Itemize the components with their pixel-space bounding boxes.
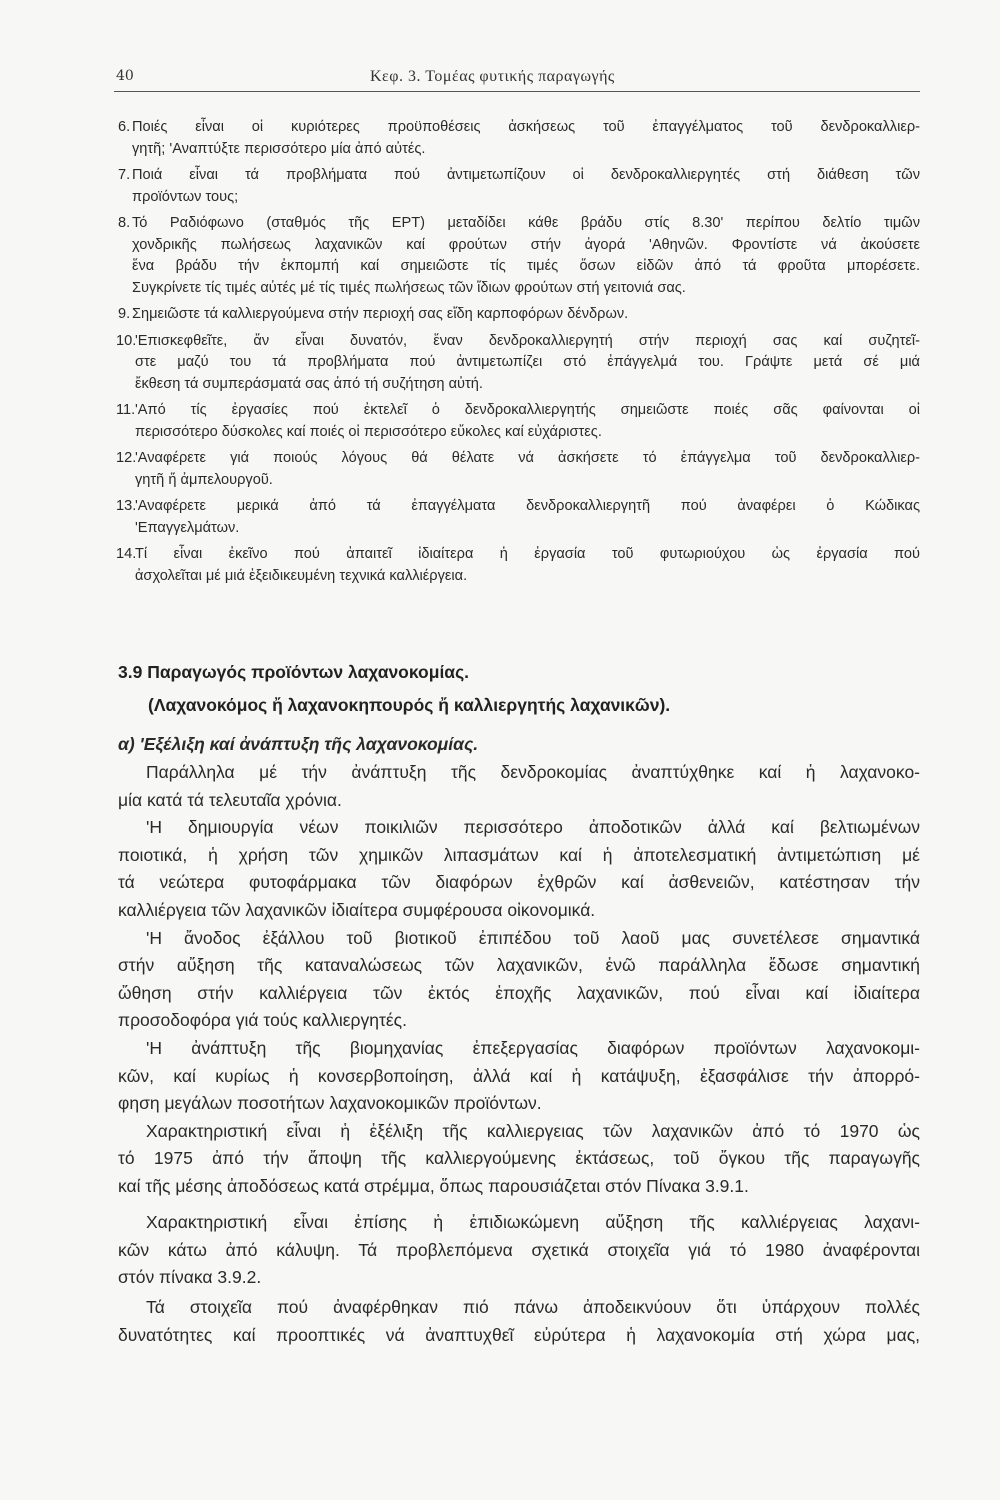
page-number: 40 [116,68,134,84]
question-item [118,544,920,587]
question-line: γητῆ; 'Αναπτύξτε περισσότερο μία ἀπό αὐτές. [132,140,426,157]
question-item [118,117,920,160]
paragraph-line: 'Η δημιουργία νέων ποικιλιῶν περισσότερο ἀποδοτικῶν ἀλλά καί βελτιωμένων [146,817,920,838]
body-paragraph-b [118,1209,920,1292]
paragraph-line: φηση μεγάλων ποσοτήτων λαχανοκομικῶν προϊόντων. [118,1093,542,1114]
paragraph-line: κῶν, καί κυρίως ἡ κονσερβοποίηση, ἀλλά καί ἡ κατάψυξη, ἐξασφάλισε τήν ἀπορρό- [118,1065,920,1086]
paragraph-line: μία κατά τά τελευταῖα χρόνια. [118,789,342,810]
section-title: 3.9 Παραγωγός προϊόντων λαχανοκομίας. [118,662,470,682]
subsection-title: α) 'Εξέλιξη καί ἀνάπτυξη τῆς λαχανοκομίας. [118,734,479,754]
question-item [118,304,920,326]
question-line: Σημειῶστε τά καλλιεργούμενα στήν περιοχή σας εἴδη καρποφόρων δένδρων. [132,306,629,322]
paragraph-line: Χαρακτηριστική εἶναι ἐπίσης ἡ ἐπιδιωκώμενη αὔξηση τῆς καλλιέργειας λαχανι- [146,1212,920,1232]
body-paragraph-c [118,1294,920,1349]
question-line: 'Αναφέρετε γιά ποιούς λόγους θά θέλατε νά ἀσκήσετε τό ἐπάγγελμα τοῦ δενδροκαλλιερ- [135,450,920,466]
question-item [118,165,920,208]
body-paragraphs [118,759,920,1201]
question-line: προϊόντων τους; [132,188,239,205]
question-number: 6. [118,119,131,135]
question-line: 'Επαγγελμάτων. [135,519,240,536]
paragraph-line: ποιοτικά, ἡ χρήση τῶν χημικῶν λιπασμάτων καί ἡ ἀποτελεσματική ἀντιμετώπιση μέ [118,844,920,865]
paragraph [118,1035,920,1118]
paragraph-line: 'Η ἄνοδος ἐξάλλου τοῦ βιοτικοῦ ἐπιπέδου τοῦ λαοῦ μας συνετέλεσε σημαντικά [146,927,920,948]
question-number: 11. [116,402,136,418]
question-line: χονδρικῆς πωλήσεως λαχανικῶν καί φρούτων στήν ἀγορά 'Αθηνῶν. Φροντίστε νά ἀκούσετε [132,236,920,253]
paragraph [118,1209,920,1292]
running-title: Κεφ. 3. Τομέας φυτικής παραγωγής [370,68,615,85]
question-number: 13. [116,498,137,514]
paragraph-line: 'Η ἀνάπτυξη τῆς βιομηχανίας ἐπεξεργασίας διαφόρων προϊόντων λαχανοκομι- [146,1037,920,1058]
question-number: 8. [118,215,131,231]
question-item [118,448,920,491]
question-number: 7. [118,167,131,183]
paragraph-line: δυνατότητες καί προοπτικές νά ἀναπτυχθεῖ εὐρύτερα ἡ λαχανοκομία στή χώρα μας, [118,1324,920,1345]
question-line: περισσότερο δύσκολες καί ποιές οἱ περισσότερο εὔκολες καί εὐχάριστες. [135,423,602,440]
paragraph-line: καλλιέργεια τῶν λαχανικῶν ἰδιαίτερα συμφέρουσα οἰκονομικά. [118,899,596,920]
question-line: Τί εἶναι ἐκεῖνο πού ἀπαιτεῖ ἰδιαίτερα ἡ ἐργασία τοῦ φυτωριούχου ὡς ἐργασία πού [135,546,920,562]
section-heading [118,656,920,758]
header-rule [114,91,920,92]
question-line: 'Από τίς ἐργασίες πού ἐκτελεῖ ὁ δενδροκαλλιεργητής σημειῶστε ποιές σᾶς φαίνονται οἱ [135,402,920,418]
paragraph-line: Χαρακτηριστική εἶναι ἡ ἐξέλιξη τῆς καλλιεργειας τῶν λαχανικῶν ἀπό τό 1970 ὡς [146,1120,920,1141]
question-item [118,331,920,396]
paragraph-line: τά νεώτερα φυτοφάρμακα τῶν διαφόρων ἐχθρῶν καί ἀσθενειῶν, κατέστησαν τήν [118,872,920,893]
paragraph-line: καί τῆς μέσης ἀποδόσεως κατά στρέμμα, ὅπως παρουσιάζεται στόν Πίνακα 3.9.1. [118,1175,749,1196]
question-item [118,400,920,443]
question-item [118,213,920,299]
paragraph [118,925,920,1035]
question-line: ἔκθεση τά συμπεράσματά σας ἀπό τή συζήτηση αὐτή. [135,375,483,392]
paragraph-line: στόν πίνακα 3.9.2. [118,1267,262,1288]
question-line: Ποιά εἶναι τά προβλήματα πού ἀντιμετωπίζουν οἱ δενδροκαλλιεργητές στή διάθεση τῶν [132,167,920,183]
section-subtitle: (Λαχανοκόμος ἤ λαχανοκηπουρός ἤ καλλιεργητής λαχανικῶν). [148,695,671,715]
paragraph-line: προσοδοφόρα γιά τούς καλλιεργητές. [118,1010,407,1031]
question-line: ἀσχολεῖται μέ μιά ἐξειδικευμένη τεχνικά καλλιέργεια. [135,567,468,584]
question-number: 12. [116,450,137,466]
paragraph [118,1294,920,1349]
question-line: γητῆ ἤ ἀμπελουργοῦ. [135,471,273,488]
paragraph-line: τό 1975 ἀπό τήν ἄποψη τῆς καλλιεργούμενης ἐκτάσεως, τοῦ ὄγκου τῆς παραγωγῆς [118,1148,920,1169]
paragraph-line: Τά στοιχεῖα πού ἀναφέρθηκαν πιό πάνω ἀποδεικνύουν ὅτι ὑπάρχουν πολλές [146,1297,920,1317]
question-number: 10. [116,332,137,349]
question-item [118,496,920,539]
question-number: 9. [118,306,131,322]
question-line: 'Επισκεφθεῖτε, ἄν εἶναι δυνατόν, ἕναν δενδροκαλλιεργητή στήν περιοχή σας καί συζητεῖ- [135,332,920,349]
paragraph [118,1118,920,1201]
paragraph-line: κῶν κάτω ἀπό κάλυψη. Τά προβλεπόμενα σχετικά στοιχεῖα γιά τό 1980 ἀναφέρονται [118,1239,920,1260]
question-line: 'Αναφέρετε μερικά ἀπό τά ἐπαγγέλματα δενδροκαλλιεργητῆ πού ἀναφέρει ὁ Κώδικας [135,498,920,514]
paragraph-line: Παράλληλα μέ τήν ἀνάπτυξη τῆς δενδροκομίας ἀναπτύχθηκε καί ἡ λαχανοκο- [146,762,920,782]
review-questions [118,117,920,592]
question-line: Ποιές εἶναι οἱ κυριότερες προϋποθέσεις ἀσκήσεως τοῦ ἐπαγγέλματος τοῦ δενδροκαλλιερ- [132,119,920,135]
question-line: Τό Ραδιόφωνο (σταθμός τῆς ΕΡΤ) μεταδίδει κάθε βράδυ στίς 8.30' περίπου δελτίο τιμῶν [132,215,920,231]
question-line: Συγκρίνετε τίς τιμές αὐτές μέ τίς τιμές πωλήσεως τῶν ἴδιων φρούτων στή γειτονιά σας. [132,279,686,296]
paragraph [118,814,920,924]
paragraph-line: ὤθηση στήν καλλιέργεια τῶν ἐκτός ἐποχῆς λαχανικῶν, πού εἶναι καί ἰδιαίτερα [118,982,920,1003]
paragraph [118,759,920,814]
question-line: στε μαζύ του τά προβλήματα πού ἀντιμετωπίζει στό ἐπάγγελμά του. Γράψτε μετά σέ μιά [135,354,920,370]
question-number: 14. [116,546,137,562]
question-line: ἕνα βράδυ τήν ἐκπομπή καί σημειῶστε τίς τιμές ὅσων εἰδῶν ἀπό τά φροῦτα μπορέσετε. [132,258,920,274]
paragraph-line: στήν αὔξηση τῆς καταναλώσεως τῶν λαχανικῶν, ἐνῶ παράλληλα ἔδωσε σημαντική [118,955,920,976]
